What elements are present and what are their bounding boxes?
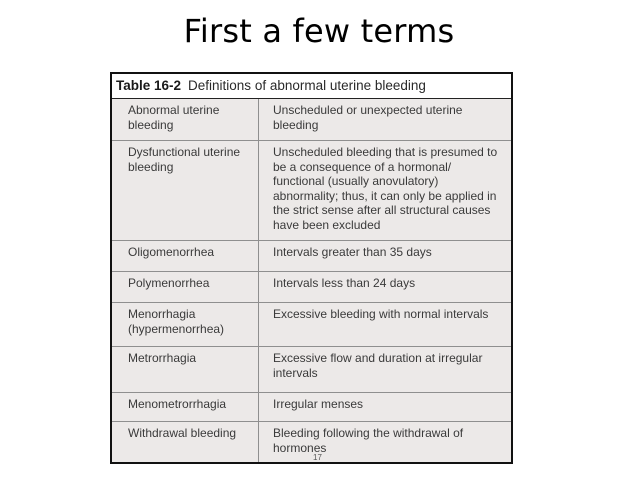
definition-cell: Excessive bleeding with normal intervals <box>273 307 489 321</box>
table-row <box>112 422 511 463</box>
table-number: Table 16-2 <box>116 78 182 93</box>
page-number: 17 <box>313 453 322 462</box>
term-cell: Menometrorrhagia <box>112 393 259 421</box>
definition-cell: Excessive flow and duration at irregular intervals <box>273 351 483 380</box>
table-row <box>112 393 511 422</box>
table-body <box>112 99 511 463</box>
definition-cell: Unscheduled or unexpected uterine bleeding <box>273 103 463 132</box>
table-row <box>112 241 511 272</box>
table-row <box>112 347 511 393</box>
term-cell: Polymenorrhea <box>112 272 259 302</box>
table-caption <box>112 74 511 99</box>
definition-cell: Bleeding following the withdrawal of hormones <box>273 426 464 455</box>
slide-title: First a few terms <box>183 12 455 50</box>
term-cell: Withdrawal bleeding <box>112 422 259 463</box>
table-row <box>112 141 511 241</box>
definitions-table <box>110 72 513 464</box>
table-row <box>112 272 511 303</box>
definition-cell: Irregular menses <box>273 397 364 411</box>
table-row <box>112 303 511 347</box>
term-cell: Metrorrhagia <box>112 347 259 392</box>
definition-cell: Intervals less than 24 days <box>273 276 416 290</box>
term-cell: Dysfunctional uterine bleeding <box>112 141 259 240</box>
definition-cell: Unscheduled bleeding that is presumed to be a consequence of a hormonal/ functional (usually anovulatory) abnormality; thus, it can only be applied in the strict sense after all structural causes have been excluded <box>273 145 498 232</box>
term-cell: Menorrhagia (hypermenorrhea) <box>112 303 259 346</box>
table-caption-text: Definitions of abnormal uterine bleeding <box>188 78 426 93</box>
definition-cell: Intervals greater than 35 days <box>273 245 432 259</box>
term-cell: Oligomenorrhea <box>112 241 259 271</box>
table-row <box>112 99 511 141</box>
term-cell: Abnormal uterine bleeding <box>112 99 259 140</box>
